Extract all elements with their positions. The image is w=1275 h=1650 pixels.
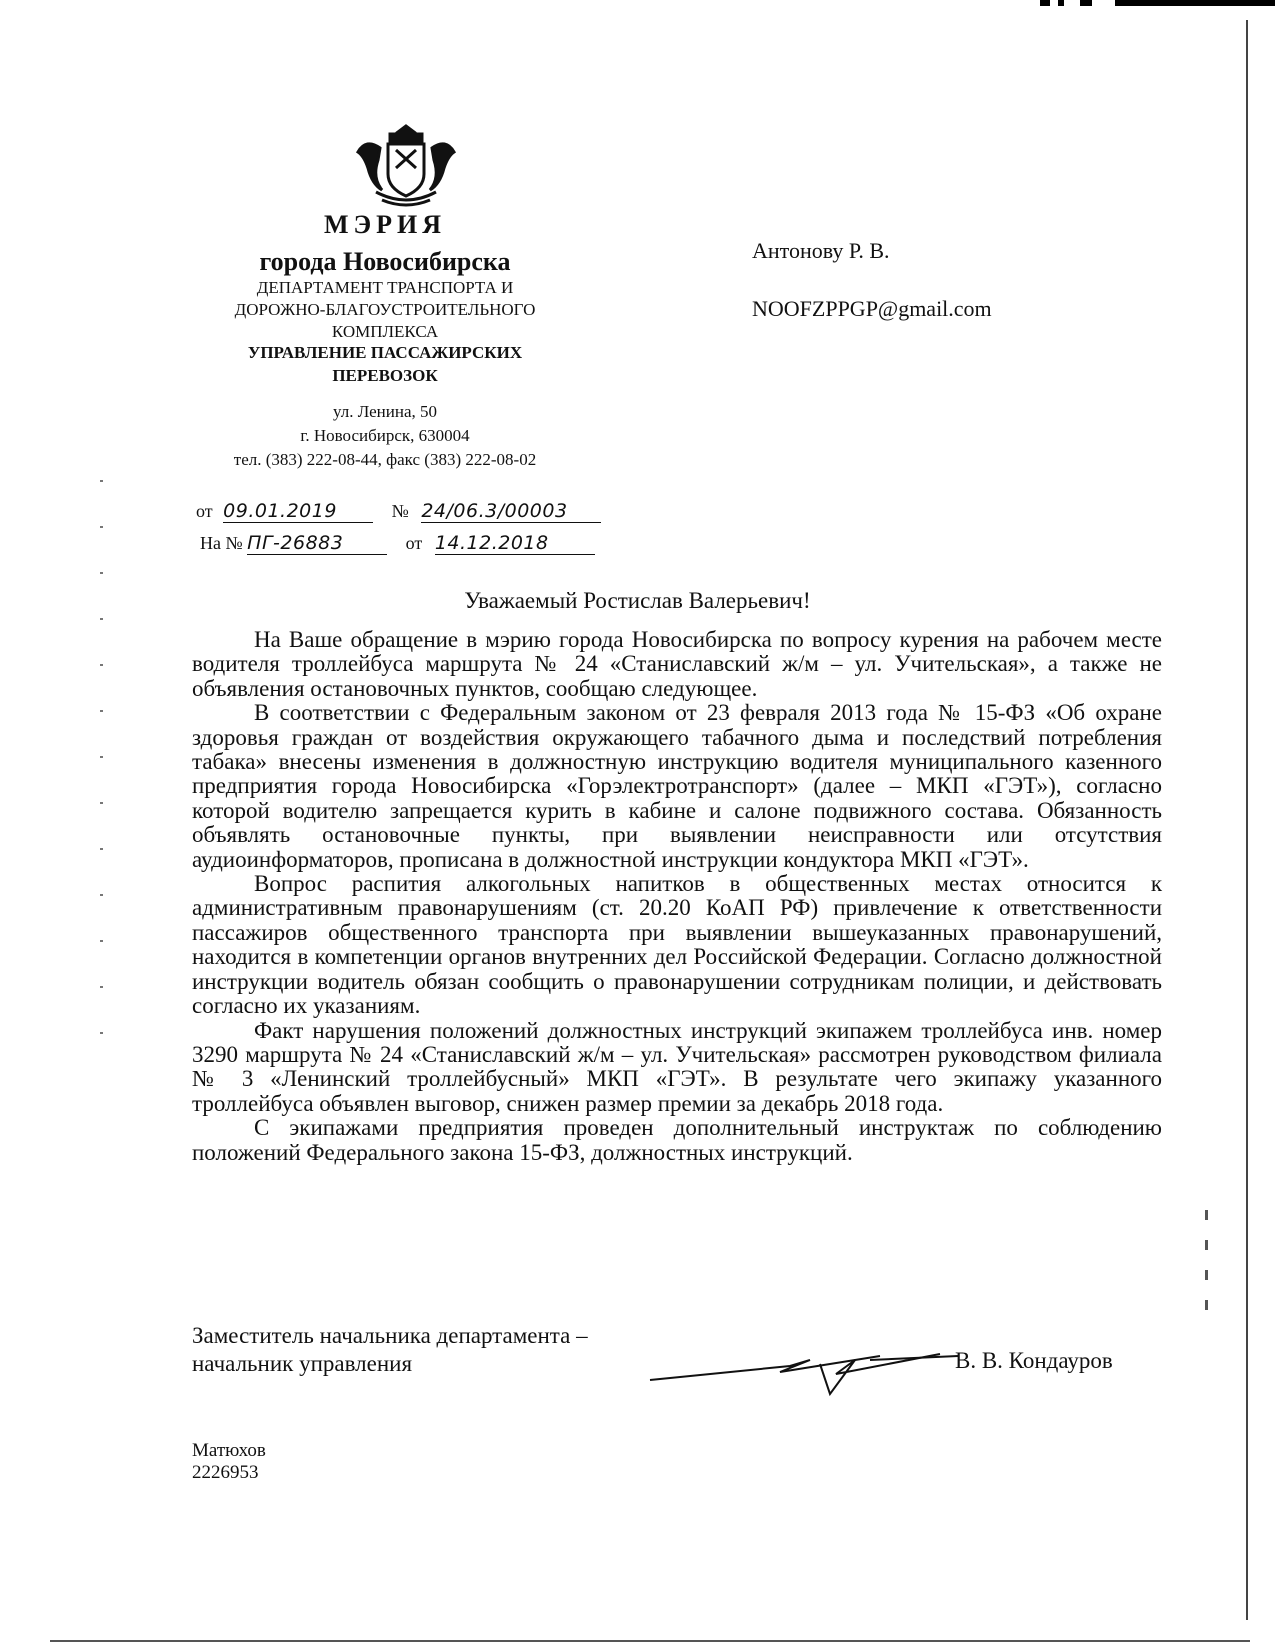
letterhead-mayor: МЭРИЯ [323,210,447,239]
coat-of-arms-icon [350,120,462,210]
department-line: ДОРОЖНО-БЛАГОУСТРОИТЕЛЬНОГО [234,300,536,319]
body-paragraph: С экипажами предприятия проведен дополнительный инструктаж по соблюдению положений Федерального закона 15-ФЗ, должностных инструкций. [192,1115,1162,1165]
greeting: Уважаемый Ростислав Валерьевич! [464,588,811,613]
outgoing-reference [196,500,601,523]
handwritten-signature [640,1330,960,1400]
recipient-name: Антонову Р. В. [752,238,890,263]
address-line: тел. (383) 222-08-44, факс (383) 222-08-02 [233,450,537,469]
signatory-position [192,1322,588,1378]
scan-artifact-right-marks [1205,1210,1208,1330]
from-label: от [196,501,213,521]
executor [192,1440,266,1484]
scan-artifact-top [1040,0,1275,6]
number-label: № [391,501,409,521]
executor-name: Матюхов [192,1440,266,1461]
letter-body [192,628,1162,1165]
address-line: г. Новосибирск, 630004 [300,426,470,445]
body-paragraph: Факт нарушения положений должностных инструкций экипажем троллейбуса инв. номер 3290 маршрута № 24 «Станиславский ж/м – ул. Учительская» рассмотрен руководством филиала № 3 «Ленинский троллейбусный» МКП «ГЭТ». В результате чего экипажу указанного троллейбуса объявлен выговор, снижен размер премии за декабрь 2018 года. [192,1017,1162,1116]
letterhead-address [180,400,590,472]
incoming-reference [200,532,595,555]
executor-phone: 2226953 [192,1462,259,1483]
letterhead-city: города Новосибирска [259,247,511,276]
body-paragraph: На Ваше обращение в мэрию города Новосибирска по вопросу курения на рабочем месте водителя троллейбуса маршрута № 24 «Станиславский ж/м – ул. Учительская», а также не объявления остановочных пунктов, сообщаю следующее. [192,627,1162,701]
recipient-email: NOOFZPPGP@gmail.com [752,296,992,321]
letterhead-board [180,341,590,387]
reply-from-label: от [405,533,423,553]
body-paragraph: Вопрос распития алкогольных напитков в общественных местах относится к административным правонарушениям (ст. 20.20 КоАП РФ) привлечение к ответственности пассажиров общественного транспорта при выявлении вышеуказанных правонарушений, находится в компетенции органов внутренних дел Российской Федерации. Согласно должностной инструкции водитель обязан сообщить о правонарушении сотрудникам полиции, и действовать согласно их указаниям. [192,871,1162,1019]
reply-date: 14.12.2018 [435,532,595,555]
board-line: УПРАВЛЕНИЕ ПАССАЖИРСКИХ [247,343,523,362]
scan-artifact-bottom [50,1640,1250,1642]
reply-label: На № [200,533,243,553]
position-line: Заместитель начальника департамента – [192,1323,588,1348]
signatory-name: В. В. Кондауров [955,1348,1113,1373]
scan-artifact-left [100,480,103,1040]
reply-number: ПГ-26883 [247,532,387,555]
body-paragraph: В соответствии с Федеральным законом от 23 февраля 2013 года № 15-ФЗ «Об охране здоровья граждан от воздействия окружающего табачного дыма и последствий потребления табака» внесены изменения в должностную инструкцию водителя муниципального казенного предприятия города Новосибирска «Горэлектротранспорт» (далее – МКП «ГЭТ»), согласно которой водителю запрещается курить в кабине и салоне подвижного состава. Обязанность объявлять остановочные пункты, при выявлении неисправности или отсутствия аудиоинформаторов, прописана в должностной инструкции кондуктора МКП «ГЭТ». [192,700,1162,872]
letter-date: 09.01.2019 [223,500,373,523]
position-line: начальник управления [192,1351,413,1376]
department-line: ДЕПАРТАМЕНТ ТРАНСПОРТА И [256,278,514,297]
letter-number: 24/06.3/00003 [421,500,601,523]
address-line: ул. Ленина, 50 [332,402,438,421]
department-line: КОМПЛЕКСА [331,322,439,341]
scan-artifact-right-edge [1246,20,1248,1620]
board-line: ПЕРЕВОЗОК [332,366,438,385]
letterhead-department [180,277,590,343]
